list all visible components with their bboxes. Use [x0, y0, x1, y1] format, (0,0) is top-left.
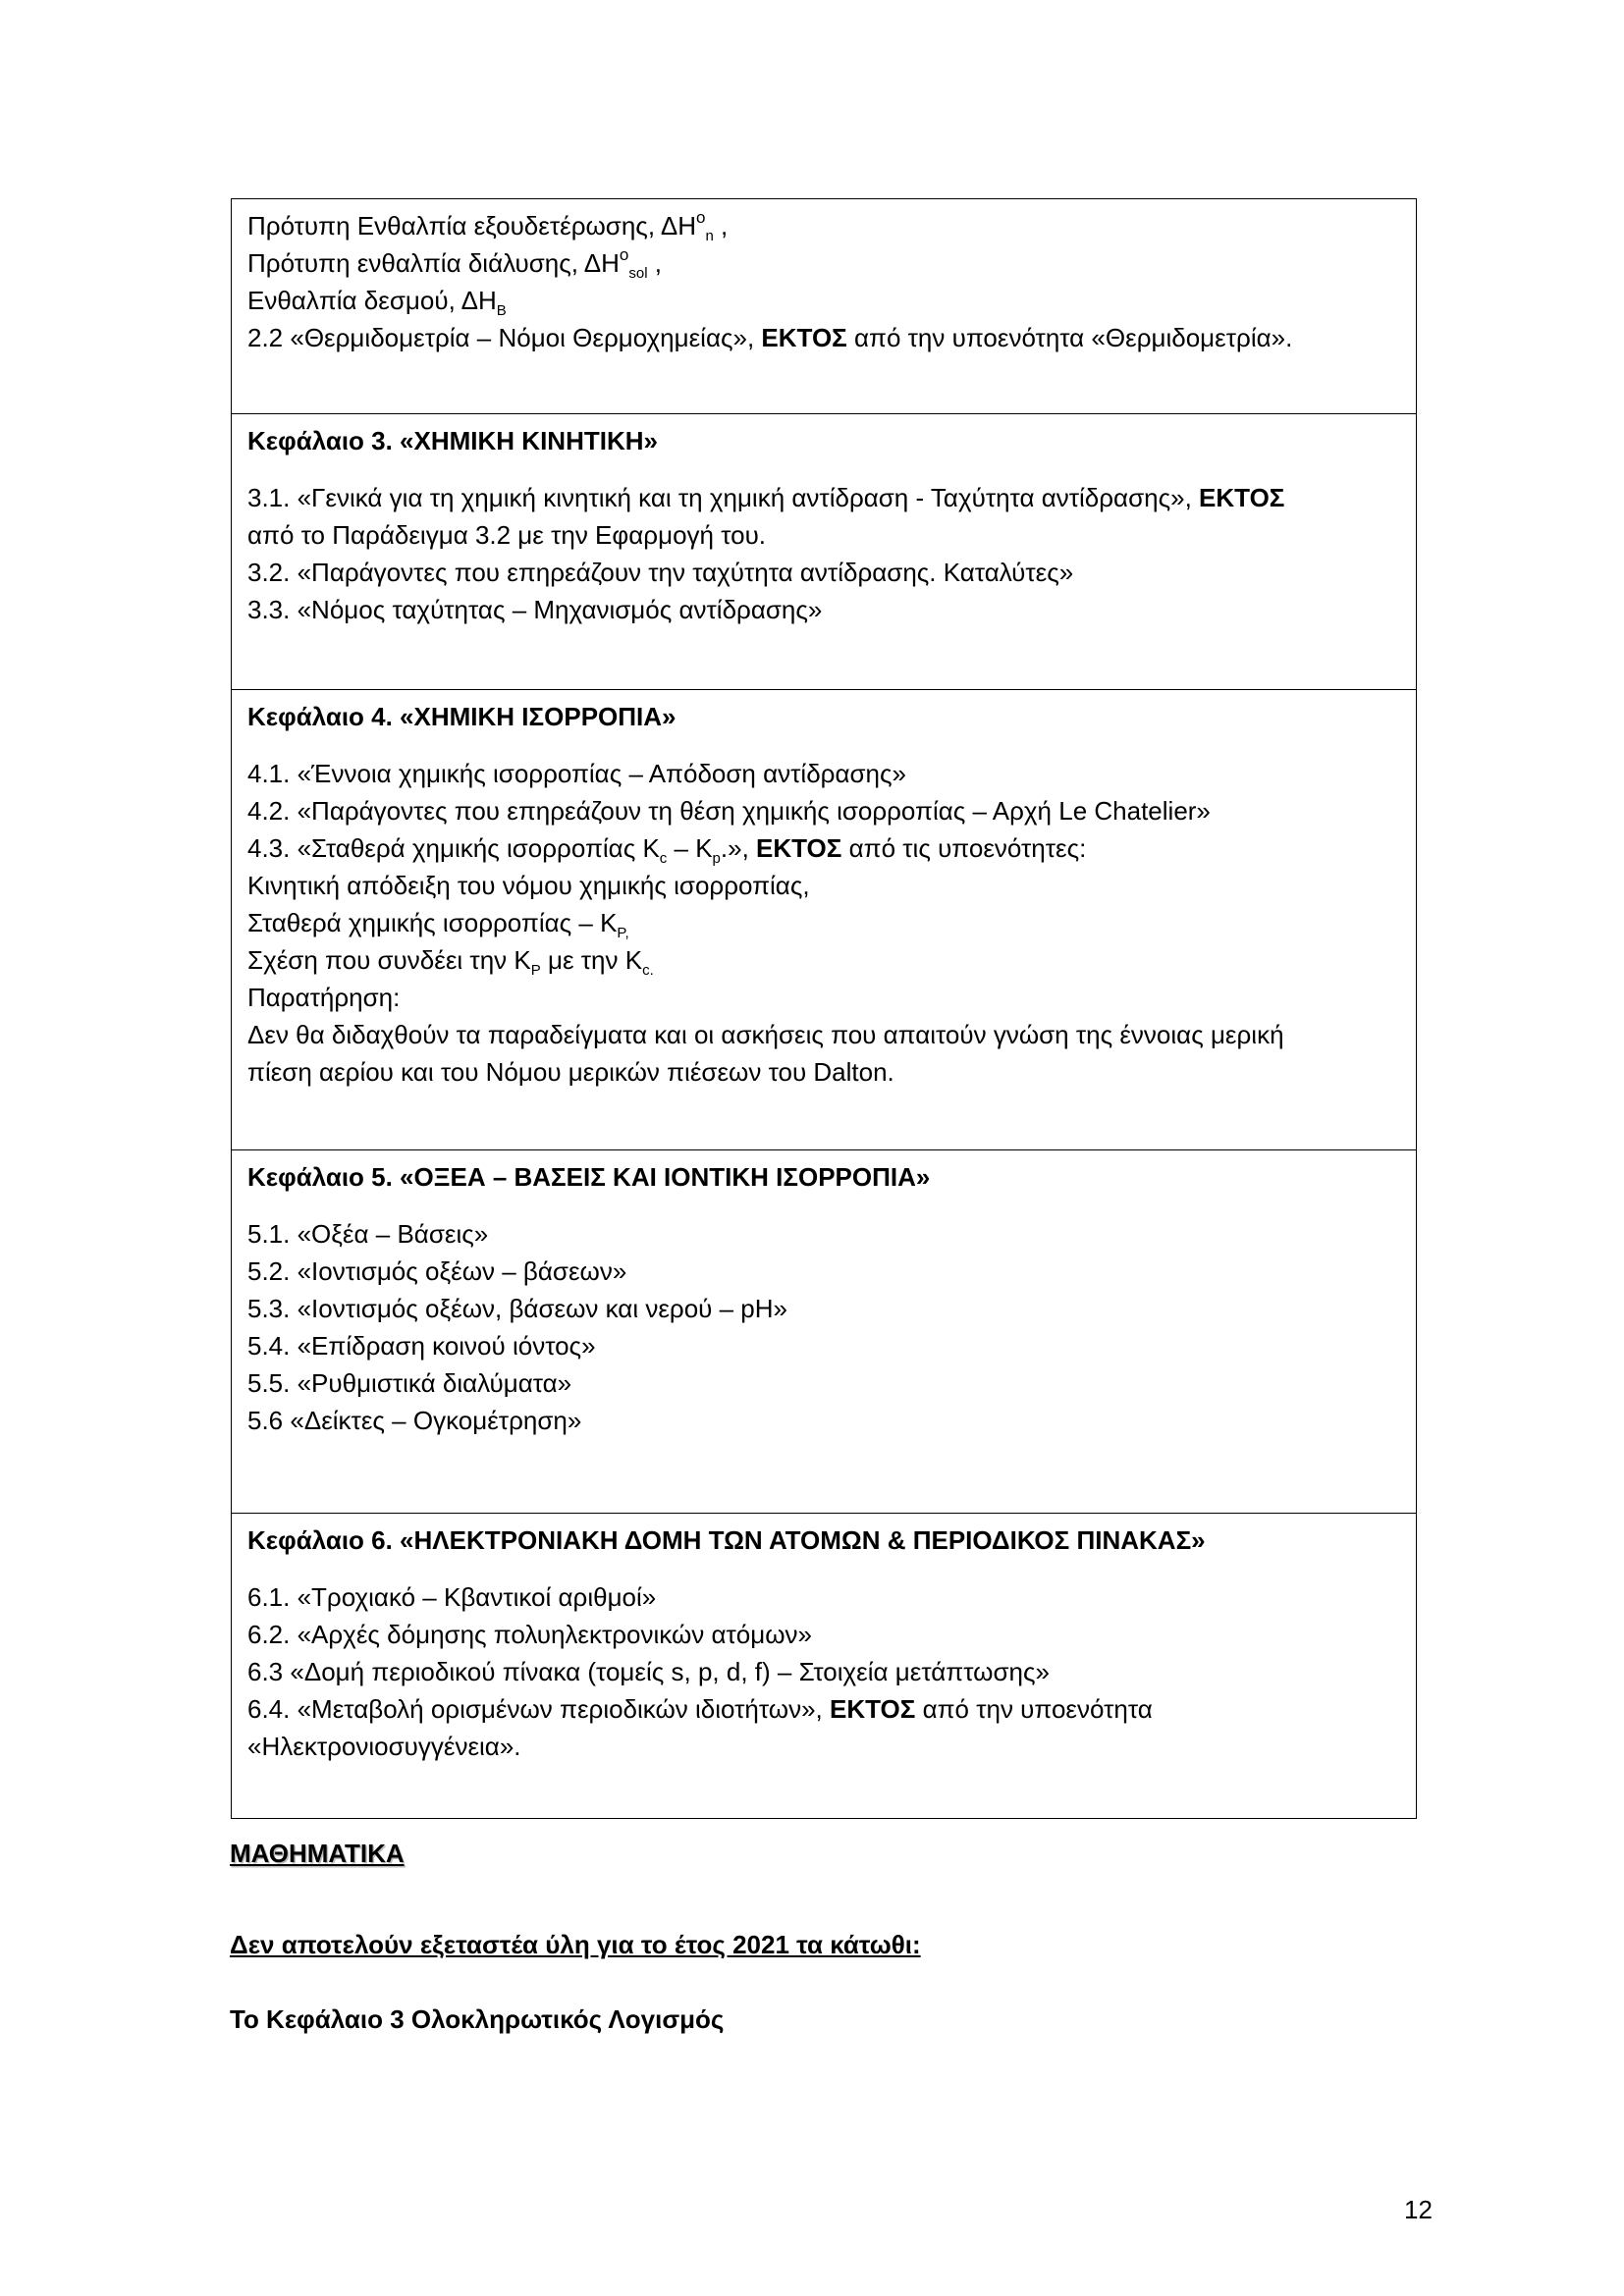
text-line: 3.1. «Γενικά για τη χημική κινητική και τη χημική αντίδραση - Ταχύτητα αντίδρασης», ΕΚΤΟΣ: [247, 483, 1285, 512]
list-item: 5.4. «Επίδραση κοινού ιόντος»: [247, 1331, 596, 1361]
text-line: 4.1. «Έννοια χημικής ισορροπίας – Απόδοση αντίδρασης»: [247, 759, 906, 788]
text-line: πίεση αερίου και του Νόμου μερικών πιέσεων του Dalton.: [247, 1057, 894, 1087]
chapter-4-heading: Κεφάλαιο 4. «ΧΗΜΙΚΗ ΙΣΟΡΡΟΠΙΑ»: [247, 702, 677, 731]
list-item: 5.6 «Δείκτες – Ογκομέτρηση»: [247, 1406, 582, 1435]
text-line: «Ηλεκτρονιοσυγγένεια».: [247, 1732, 521, 1761]
list-item: 5.1. «Οξέα – Βάσεις»: [247, 1219, 489, 1249]
table-row: [232, 1514, 1417, 1819]
text-line: 4.3. «Σταθερά χημικής ισορροπίας $K_c - K_p$.», ΕΚΤΟΣ από τις υποενότητες:: [247, 833, 1087, 867]
text-line: 2.2 «Θερμιδομετρία – Νόμοι Θερμοχημείας», ΕΚΤΟΣ από την υποενότητα «Θερμιδομετρία».: [247, 323, 1293, 352]
text-line: 3.2. «Παράγοντες που επηρεάζουν την ταχύτητα αντίδρασης. Καταλύτες»: [247, 558, 1074, 587]
chapter-6-heading: Κεφάλαιο 6. «ΗΛΕΚΤΡΟΝΙΑΚΗ ΔΟΜΗ ΤΩΝ ΑΤΟΜΩΝ & ΠΕΡΙΟΔΙΚΟΣ ΠΙΝΑΚΑΣ»: [247, 1525, 1206, 1555]
text-line: Δεν θα διδαχθούν τα παραδείγματα και οι ασκήσεις που απαιτούν γνώση της έννοιας μερική: [247, 1020, 1284, 1049]
enthalpy-cell: [232, 199, 1417, 414]
text-line: Ενθαλπία δεσμού, $\Delta H_B$: [247, 286, 507, 319]
table-row: [232, 690, 1417, 1150]
math-section-title: ΜΑΘΗΜΑΤΙΚΑ: [230, 1839, 405, 1868]
text-line: Κινητική απόδειξη του νόμου χημικής ισορροπίας,: [247, 871, 810, 900]
chapter-5-heading: Κεφάλαιο 5. «ΟΞΕΑ – ΒΑΣΕΙΣ ΚΑΙ ΙΟΝΤΙΚΗ ΙΣΟΡΡΟΠΙΑ»: [247, 1162, 931, 1192]
table-row: [232, 199, 1417, 414]
text-line: Πρότυπη ενθαλπία διάλυσης, $\Delta H^o_{sol}$ ,: [247, 245, 663, 282]
syllabus-table: [231, 198, 1417, 1819]
text-line: Παρατήρηση:: [247, 983, 401, 1012]
text-line: 6.1. «Τροχιακό – Κβαντικοί αριθμοί»: [247, 1582, 657, 1612]
chapter-3-heading: Κεφάλαιο 3. «ΧΗΜΙΚΗ ΚΙΝΗΤΙΚΗ»: [247, 426, 658, 455]
list-item: 5.2. «Ιοντισμός οξέων – βάσεων»: [247, 1256, 627, 1286]
chapter-5-cell: [232, 1150, 1417, 1514]
table-row: [232, 1150, 1417, 1514]
math-chapter-line: Το Κεφάλαιο 3 Ολοκληρωτικός Λογισμός: [230, 2004, 725, 2034]
chapter-4-cell: [232, 690, 1417, 1150]
text-line: 4.2. «Παράγοντες που επηρεάζουν τη θέση χημικής ισορροπίας – Αρχή Le Chatelier»: [247, 796, 1211, 826]
chapter-3-cell: [232, 414, 1417, 690]
text-line: Σχέση που συνδέει την $K_P$ με την $K_{c.}$: [247, 945, 654, 979]
text-line: Πρότυπη Ενθαλπία εξουδετέρωσης, $\Delta H^o_n$ ,: [247, 208, 729, 244]
list-item: 5.3. «Ιοντισμός οξέων, βάσεων και νερού – pH»: [247, 1294, 787, 1323]
chapter-6-cell: [232, 1514, 1417, 1819]
text-line: 6.2. «Αρχές δόμησης πολυηλεκτρονικών ατόμων»: [247, 1620, 812, 1649]
text-line: από το Παράδειγμα 3.2 με την Εφαρμογή του.: [247, 520, 767, 550]
exclusion-note: Δεν αποτελούν εξεταστέα ύλη για το έτος 2021 τα κάτωθι:: [230, 1930, 921, 1959]
list-item: 5.5. «Ρυθμιστικά διαλύματα»: [247, 1368, 572, 1398]
text-line: 3.3. «Νόμος ταχύτητας – Μηχανισμός αντίδρασης»: [247, 595, 823, 624]
page-number: 12: [1404, 2195, 1433, 2224]
table-row: [232, 414, 1417, 690]
text-line: 6.3 «Δομή περιοδικού πίνακα (τομείς s, p, d, f) – Στοιχεία μετάπτωσης»: [247, 1657, 1050, 1686]
text-line: Σταθερά χημικής ισορροπίας – $K_{P,}$: [247, 908, 629, 941]
text-line: 6.4. «Μεταβολή ορισμένων περιοδικών ιδιοτήτων», ΕΚΤΟΣ από την υποενότητα: [247, 1694, 1153, 1724]
